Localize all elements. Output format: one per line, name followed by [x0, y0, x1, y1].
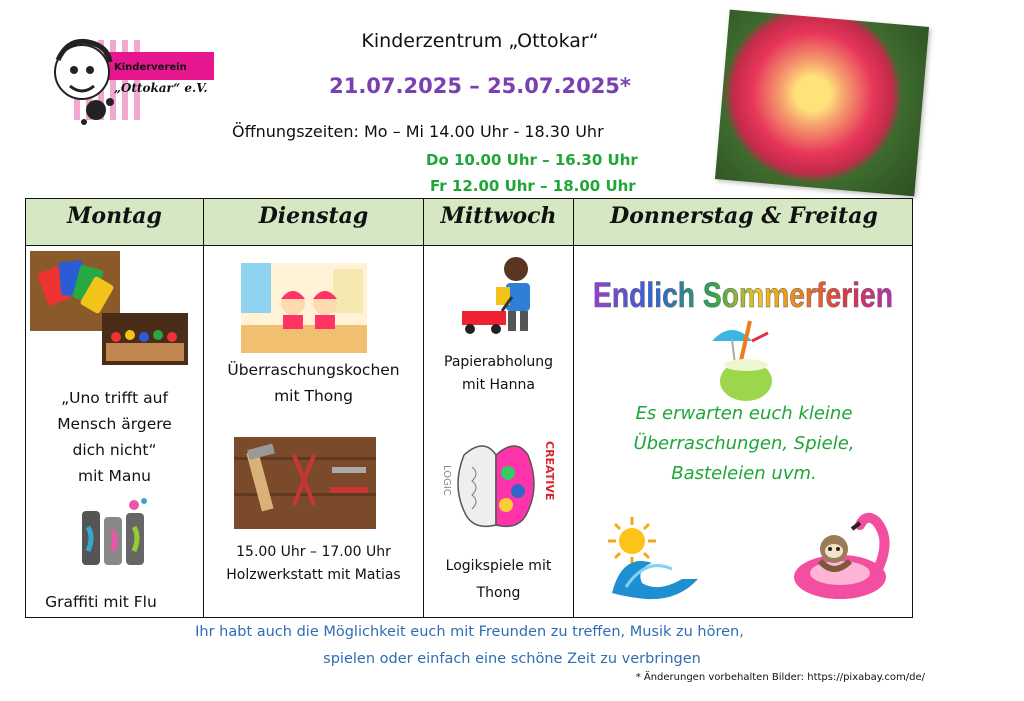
- mittwoch-activity-2: [424, 553, 573, 607]
- day-header-dienstag: Dienstag: [258, 203, 369, 229]
- mittwoch-activity-2-line: Logikspiele mit: [445, 558, 552, 574]
- mittwoch-activity-2-line: Thong: [476, 585, 521, 601]
- board-game-image: [102, 313, 188, 365]
- page-title: Kinderzentrum „Ottokar“: [361, 30, 599, 52]
- donnerstag-freitag-line: Es erwarten euch kleine: [635, 403, 853, 424]
- schedule-table: [25, 198, 913, 618]
- date-range: 21.07.2025 – 25.07.2025*: [329, 74, 631, 98]
- donnerstag-freitag-line: Basteleien uvm.: [671, 463, 817, 484]
- day-header-donnerstag-freitag: Donnerstag & Freitag: [610, 203, 878, 229]
- dienstag-activity: [204, 357, 423, 409]
- montag-activity-line: mit Manu: [78, 467, 151, 485]
- dienstag-activity-2-line: Holzwerkstatt mit Matias: [226, 567, 401, 583]
- dienstag-activity-line: Überraschungskochen: [227, 361, 400, 379]
- footer-note: * Änderungen vorbehalten Bilder: https://pixabay.com/de/: [635, 672, 925, 683]
- logo-line1: Kinderverein: [114, 62, 187, 73]
- montag-activity-line: Mensch ärgere: [57, 415, 172, 433]
- opening-hours-do: Do 10.00 Uhr – 16.30 Uhr: [426, 151, 638, 169]
- mittwoch-activity-line: Papierabholung: [444, 354, 553, 370]
- workshop-tools-image: [234, 437, 376, 529]
- sun-and-wave-image: [606, 513, 710, 603]
- coconut-drink-image: [706, 319, 786, 403]
- logo-graphic: [44, 30, 224, 130]
- montag-activity: [26, 385, 203, 489]
- logic-creative-brain-image: [434, 435, 562, 531]
- brain-label-creative: CREATIVE: [543, 441, 556, 501]
- opening-hours-mo-mi: Öffnungszeiten: Mo – Mi 14.00 Uhr - 18.30 Uhr: [232, 122, 604, 141]
- dienstag-activity-2-time: 15.00 Uhr – 17.00 Uhr: [236, 544, 391, 560]
- logo: [44, 30, 224, 130]
- mittwoch-activity: [424, 351, 573, 397]
- brain-label-logic: LOGIC: [441, 465, 452, 496]
- logo-line2: „Ottokar“ e.V.: [114, 81, 208, 95]
- cooking-kids-image: [241, 263, 367, 353]
- donnerstag-freitag-line: Überraschungen, Spiele,: [633, 433, 855, 454]
- footer-line-1: Ihr habt auch die Möglichkeit euch mit Freunden zu treffen, Musik zu hören,: [195, 624, 744, 640]
- rose-photo: [715, 10, 929, 197]
- day-header-montag: Montag: [67, 203, 162, 229]
- sloth-flamingo-float-image: [790, 511, 900, 603]
- montag-activity-line: dich nicht“: [72, 441, 157, 459]
- mittwoch-activity-line: mit Hanna: [462, 377, 535, 393]
- day-header-mittwoch: Mittwoch: [440, 203, 557, 229]
- montag-activity-line: „Uno trifft auf: [61, 389, 168, 407]
- summer-holidays-banner: [580, 269, 906, 317]
- dienstag-activity-line: mit Thong: [274, 387, 353, 405]
- opening-hours-fr: Fr 12.00 Uhr – 18.00 Uhr: [430, 177, 636, 195]
- spray-cans-image: [76, 497, 152, 569]
- montag-activity-2: Graffiti mit Flu: [45, 593, 157, 611]
- paper-collecting-kid-image: [456, 253, 542, 337]
- donnerstag-freitag-text: [574, 399, 914, 489]
- footer-line-2: spielen oder einfach eine schöne Zeit zu verbringen: [323, 651, 701, 667]
- summer-holidays-banner-text: Endlich Sommerferien: [593, 276, 893, 315]
- dienstag-activity-2: [204, 541, 423, 587]
